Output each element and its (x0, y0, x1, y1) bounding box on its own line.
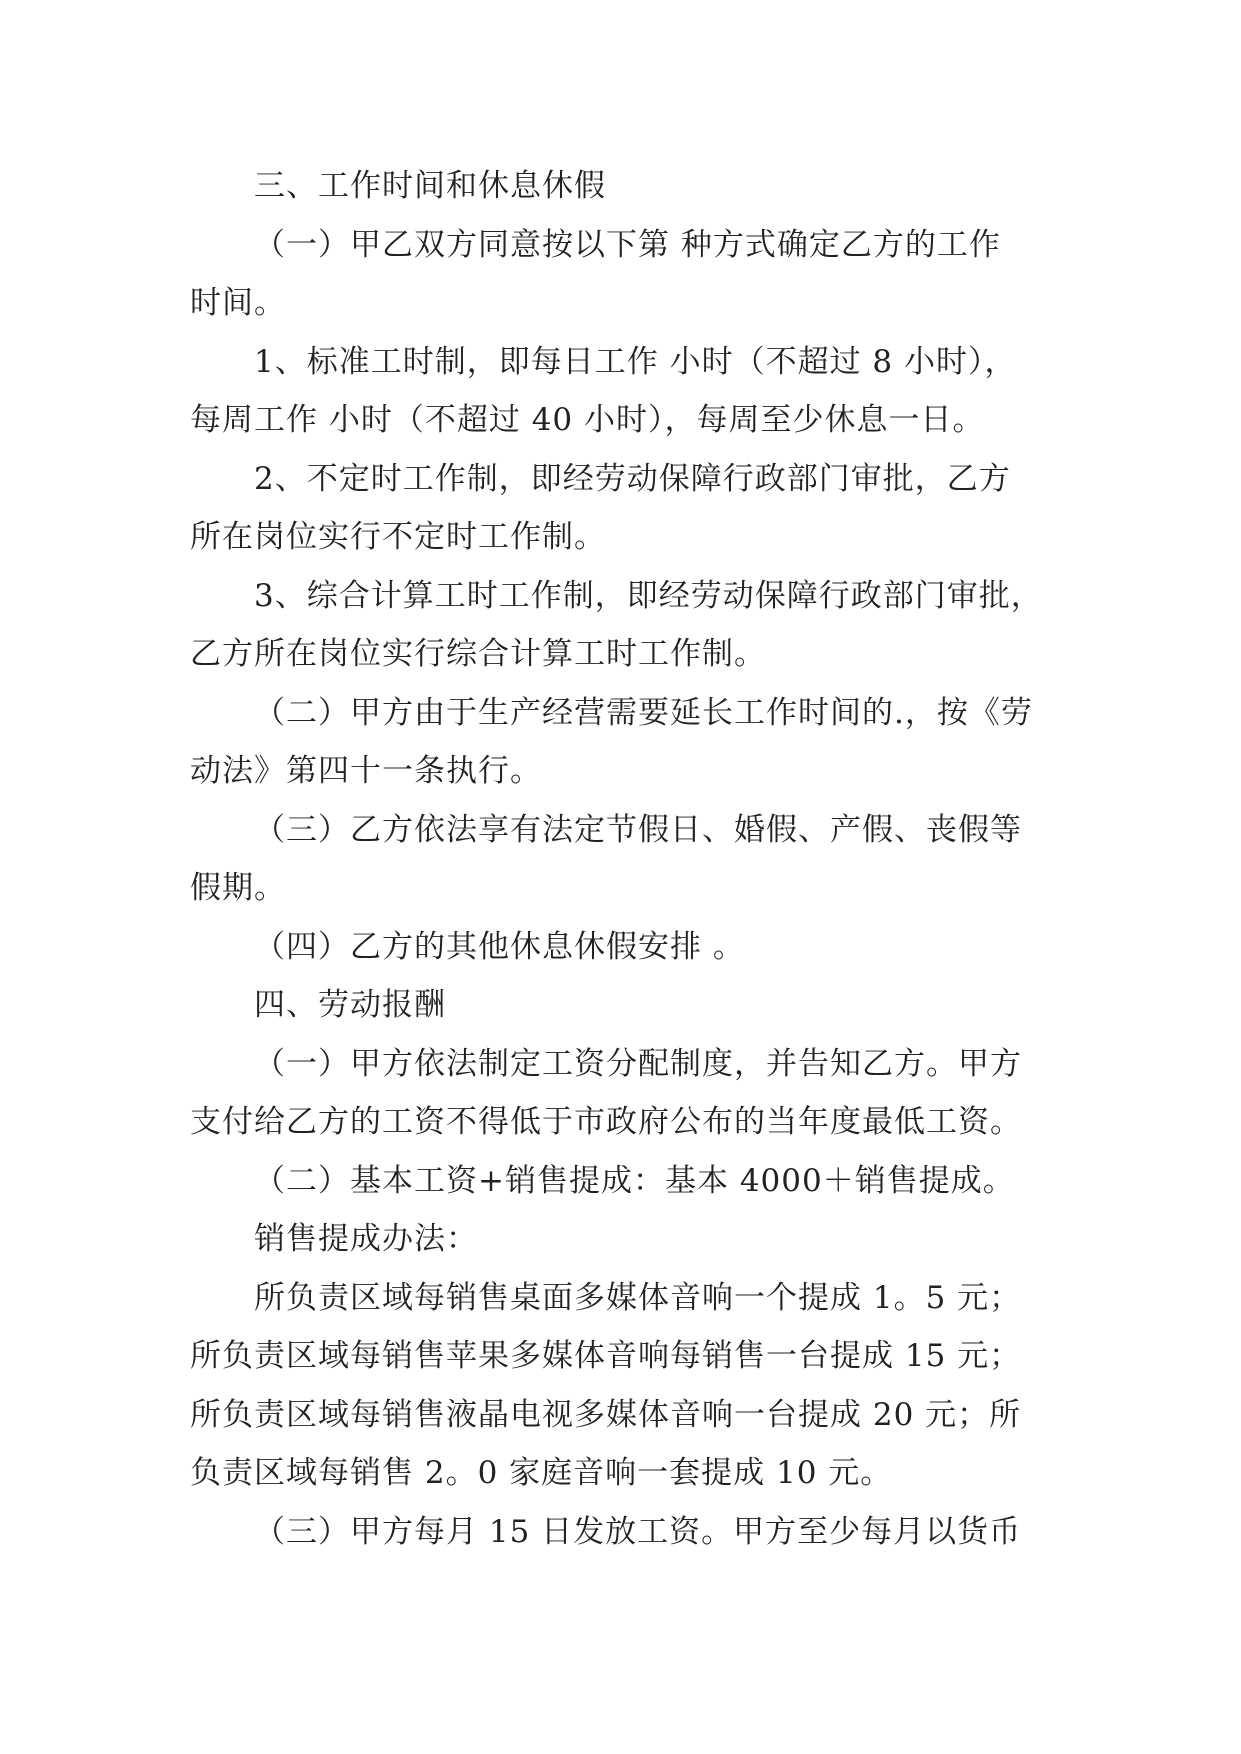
paragraph-line: （二）基本工资+销售提成：基本 4000＋销售提成。 (254, 1162, 1015, 1199)
paragraph-line: 支付给乙方的工资不得低于市政府公布的当年度最低工资。 (190, 1104, 1022, 1140)
paragraph-line: （三）甲方每月 15 日发放工资。甲方至少每月以货币 (254, 1513, 1022, 1550)
paragraph-line: 所在岗位实行不定时工作制。 (190, 519, 606, 555)
section-heading-work-hours: 三、工作时间和休息休假 (254, 168, 606, 204)
paragraph-line: 动法》第四十一条执行。 (190, 753, 542, 789)
paragraph-line: 所负责区域每销售桌面多媒体音响一个提成 1。5 元； (254, 1279, 1022, 1316)
paragraph-line: 2、不定时工作制，即经劳动保障行政部门审批，乙方 (254, 460, 1011, 497)
paragraph-line: （二）甲方由于生产经营需要延长工作时间的.，按《劳 (254, 694, 1033, 731)
paragraph-line: 负责区域每销售 2。0 家庭音响一套提成 10 元。 (190, 1455, 893, 1491)
paragraph-line: 3、综合计算工时工作制，即经劳动保障行政部门审批， (254, 577, 1043, 614)
paragraph-line: 1、标准工时制，即每日工作 小时（不超过 8 小时）， (254, 343, 1017, 380)
paragraph-line: 假期。 (190, 870, 286, 906)
paragraph-line: 所负责区域每销售苹果多媒体音响每销售一台提成 15 元； (190, 1338, 1022, 1374)
paragraph-line: 每周工作 小时（不超过 40 小时），每周至少休息一日。 (190, 402, 985, 438)
paragraph-line: 所负责区域每销售液晶电视多媒体音响一台提成 20 元；所 (190, 1396, 1022, 1433)
paragraph-line: 销售提成办法： (254, 1221, 478, 1257)
paragraph-line: 乙方所在岗位实行综合计算工时工作制。 (190, 636, 766, 672)
paragraph-line: 时间。 (190, 285, 286, 321)
paragraph-line: （一）甲乙双方同意按以下第 种方式确定乙方的工作 (254, 226, 1001, 263)
paragraph-line: （一）甲方依法制定工资分配制度，并告知乙方。甲方 (254, 1045, 1022, 1082)
document-body (190, 157, 1060, 1561)
section-heading-remuneration: 四、劳动报酬 (254, 987, 446, 1023)
paragraph-line: （四）乙方的其他休息休假安排 。 (254, 928, 745, 965)
paragraph-line: （三）乙方依法享有法定节假日、婚假、产假、丧假等 (254, 811, 1022, 848)
